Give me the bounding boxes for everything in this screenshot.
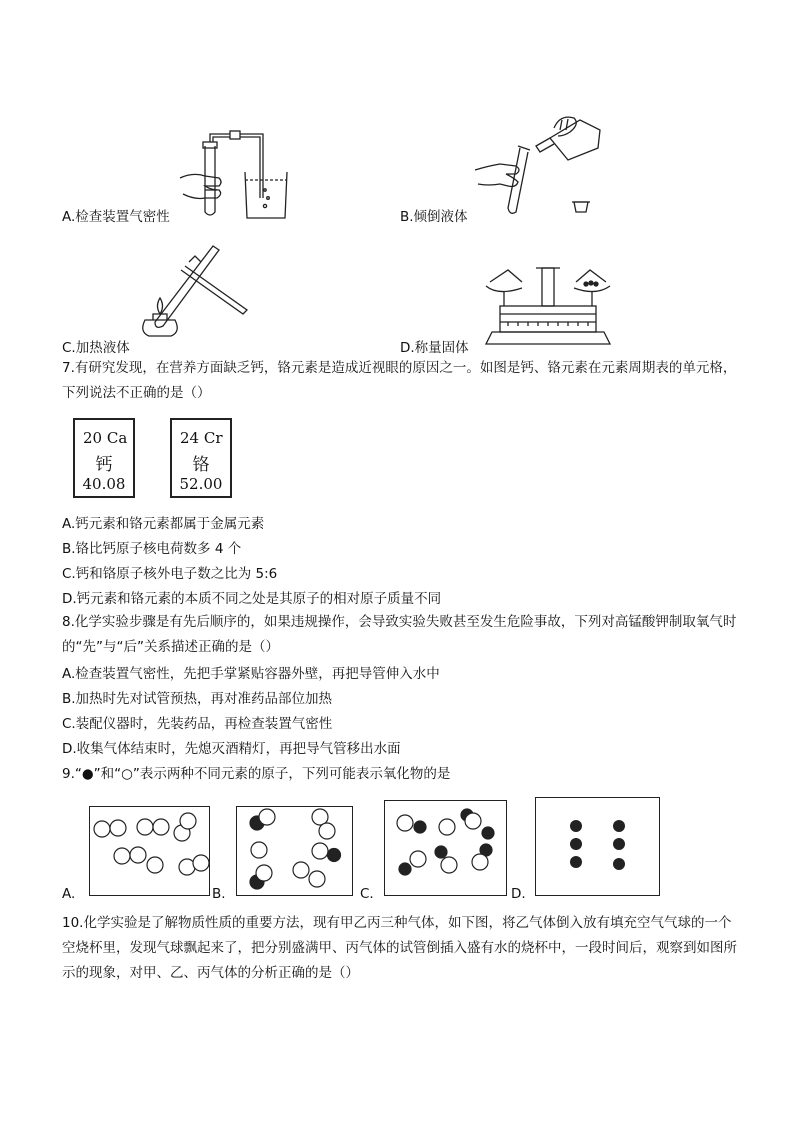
- element-mass: 40.08: [82, 475, 126, 493]
- particle-box-c: [384, 800, 507, 896]
- option-7a: A.钙元素和铬元素都属于金属元素: [62, 516, 265, 532]
- element-cell-calcium: [73, 418, 135, 498]
- element-number-symbol: 24 Cr: [180, 429, 223, 447]
- element-number-symbol: 20 Ca: [83, 429, 128, 447]
- option-6d: D.称量固体: [400, 340, 469, 356]
- heating-liquid-figure: [135, 236, 255, 340]
- option-7d: D.钙元素和铬元素的本质不同之处是其原子的相对原子质量不同: [62, 591, 442, 607]
- option-9b: B.: [212, 886, 226, 902]
- pouring-liquid-figure: [470, 108, 610, 220]
- option-9c: C.: [360, 886, 374, 902]
- question-10-stem: 10.化学实验是了解物质性质的重要方法，现有甲乙丙三种气体，如下图，将乙气体倒入放有填充空气气球的一个空烧杯里，发现气球飘起来了，把分别盛满甲、丙气体的试管倒插入盛有水的烧杯中，一段时间后，观察到如图所示的现象，对甲、乙、丙气体的分析正确的是（）: [62, 915, 737, 981]
- question-7-stem: 7.有研究发现，在营养方面缺乏钙，铬元素是造成近视眼的原因之一。如图是钙、铬元素在元素周期表的单元格，下列说法不正确的是（）: [62, 360, 737, 401]
- option-8a: A.检查装置气密性，先把手掌紧贴容器外壁，再把导管伸入水中: [62, 666, 440, 682]
- option-8c: C.装配仪器时，先装药品，再检查装置气密性: [62, 716, 333, 732]
- option-9a: A.: [62, 886, 76, 902]
- element-name: 铬: [192, 455, 210, 475]
- option-7c: C.钙和铬原子核外电子数之比为 5:6: [62, 566, 278, 582]
- element-name: 钙: [95, 455, 113, 475]
- option-8b: B.加热时先对试管预热，再对准药品部位加热: [62, 691, 333, 707]
- question-8-stem: 8.化学实验步骤是有先后顺序的，如果违规操作，会导致实验失败甚至发生危险事故，下列对高锰酸钾制取氧气时的“先”与“后”关系描述正确的是（）: [62, 614, 737, 655]
- element-mass: 52.00: [179, 475, 223, 493]
- option-8d: D.收集气体结束时，先熄灭酒精灯，再把导气管移出水面: [62, 741, 401, 757]
- particle-box-d: [535, 797, 660, 896]
- option-7b: B.铬比钙原子核电荷数多 4 个: [62, 541, 242, 557]
- option-6c: C.加热液体: [62, 340, 130, 356]
- question-9-stem: 9.“●”和“○”表示两种不同元素的原子，下列可能表示氧化物的是: [62, 766, 451, 782]
- balance-figure: [478, 262, 618, 350]
- particle-box-b: [236, 806, 353, 896]
- option-6b: B.倾倒液体: [400, 209, 468, 225]
- element-cell-chromium: [170, 418, 232, 498]
- option-6a: A.检查装置气密性: [62, 209, 170, 225]
- airtightness-check-figure: [175, 128, 295, 220]
- particle-box-a: [89, 806, 210, 896]
- option-9d: D.: [511, 886, 526, 902]
